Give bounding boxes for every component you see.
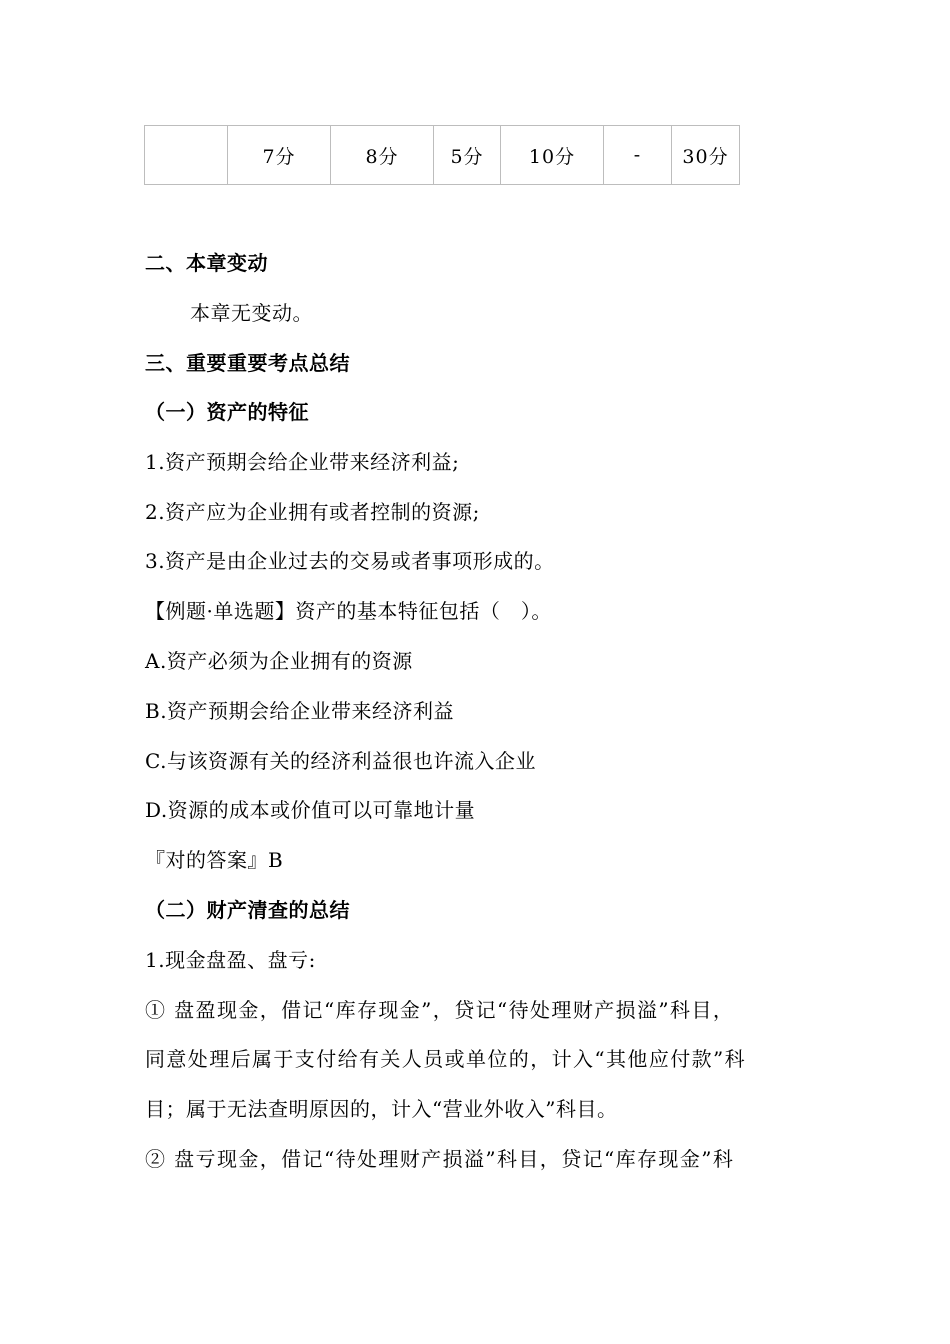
subsection-heading: （二）财产清查的总结 <box>145 898 350 922</box>
paragraph: 本章无变动。 <box>190 301 313 325</box>
paragraph-line: 1.现金盘盈、盘亏: <box>145 948 316 972</box>
option-d: D.资源的成本或价值可以可靠地计量 <box>145 798 476 822</box>
section-heading: 三、重要重要考点总结 <box>145 351 350 375</box>
section-heading: 二、本章变动 <box>145 251 268 275</box>
option-c: C.与该资源有关的经济利益很也许流入企业 <box>145 749 536 773</box>
table-cell: 8分 <box>331 126 434 185</box>
option-a: A.资产必须为企业拥有的资源 <box>145 649 413 673</box>
list-item: 1.资产预期会给企业带来经济利益; <box>145 450 460 474</box>
table-cell <box>145 126 228 185</box>
table-cell: 10分 <box>501 126 604 185</box>
list-item: 2.资产应为企业拥有或者控制的资源; <box>145 500 480 524</box>
table-cell: 30分 <box>672 126 740 185</box>
subsection-heading: （一）资产的特征 <box>145 400 309 424</box>
table-cell: - <box>604 126 672 185</box>
question-text: 【例题·单选题】资产的基本特征包括（ ）。 <box>145 599 552 623</box>
list-item: 3.资产是由企业过去的交易或者事项形成的。 <box>145 549 555 573</box>
paragraph-line: 同意处理后属于支付给有关人员或单位的，计入“其他应付款”科 <box>145 1047 747 1071</box>
table-row <box>145 126 740 185</box>
answer-text: 『对的答案』B <box>145 848 284 872</box>
paragraph-line: 目；属于无法查明原因的，计入“营业外收入”科目。 <box>145 1097 618 1121</box>
option-b: B.资产预期会给企业带来经济利益 <box>145 699 455 723</box>
table-cell: 5分 <box>434 126 501 185</box>
score-table <box>144 125 740 185</box>
paragraph-line: ② 盘亏现金，借记“待处理财产损溢”科目，贷记“库存现金”科 <box>145 1147 735 1171</box>
paragraph-line: ① 盘盈现金，借记“库存现金”，贷记“待处理财产损溢”科目， <box>145 998 735 1022</box>
table-cell: 7分 <box>228 126 331 185</box>
